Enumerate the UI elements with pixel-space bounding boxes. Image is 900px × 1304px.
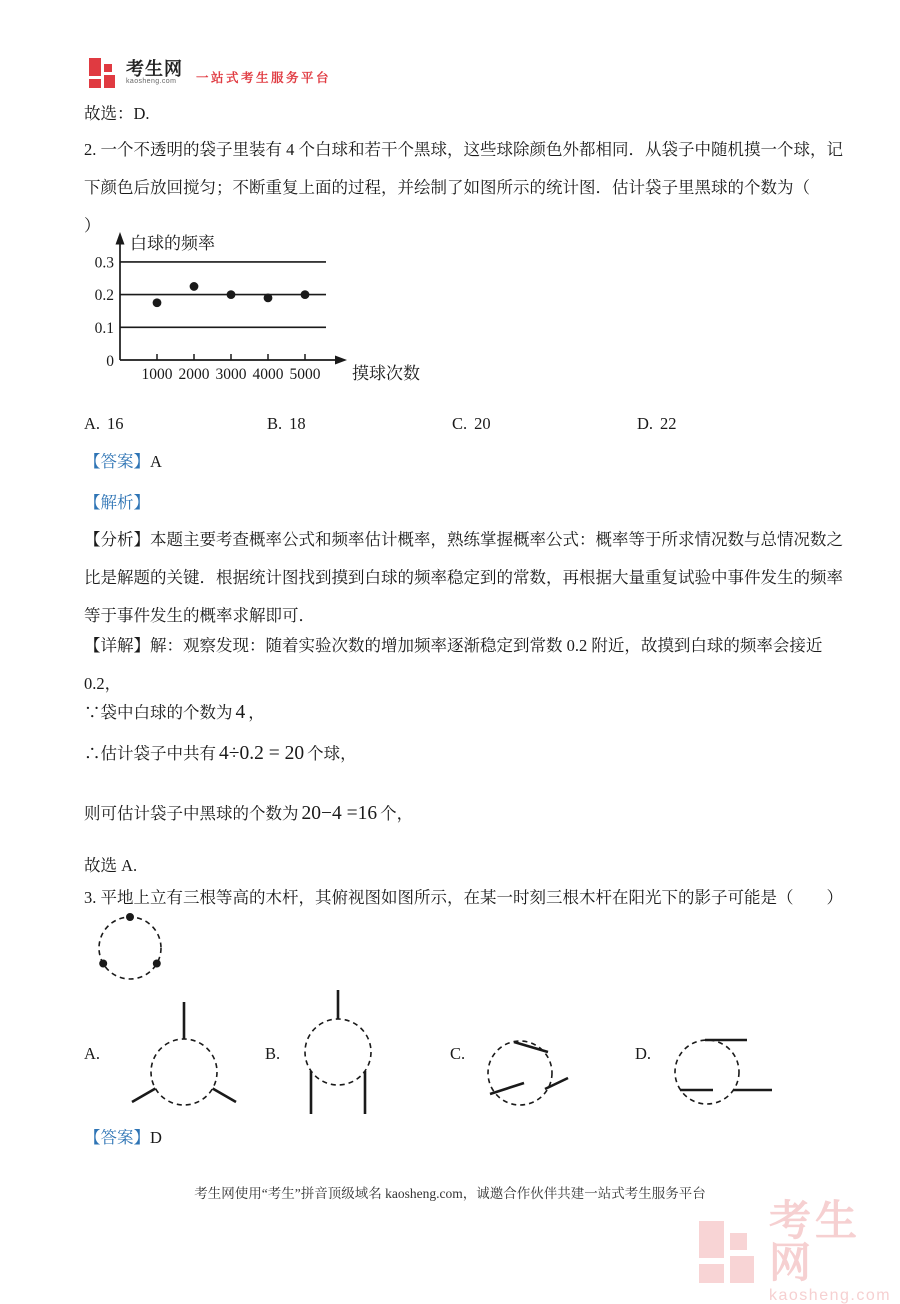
question-3-stem: 3. 平地上立有三根等高的木杆，其俯视图如图所示，在某一时刻三根木杆在阳光下的影子可能是（ ）: [84, 888, 843, 907]
brand-domain: kaosheng.com: [126, 78, 177, 85]
watermark-domain: kaosheng.com: [769, 1287, 892, 1304]
q3-top-view-figure: [88, 908, 174, 984]
watermark-brand-icon: [697, 1219, 759, 1285]
svg-text:1000: 1000: [141, 366, 173, 383]
q2-option-c: C. 20: [452, 414, 491, 433]
q2-option-d: D. 22: [637, 414, 677, 433]
q3-option-b-figure: [292, 988, 384, 1116]
svg-text:2000: 2000: [178, 366, 210, 383]
q2-stem-line-3: ）: [84, 216, 101, 235]
q2-stem-line-1: 2. 一个不透明的袋子里装有 4 个白球和若干个黑球，这些球除颜色外都相同．从袋子中随机摸一个球，记: [84, 140, 843, 159]
math-total-balls: 4÷0.2 = 20: [219, 743, 305, 764]
q3-answer-value: D: [150, 1128, 162, 1147]
q3-option-a-label: A.: [84, 1044, 101, 1063]
q3-option-d-label: D.: [635, 1044, 652, 1063]
pole-dot-right: [153, 960, 161, 968]
q2-option-a: A. 16: [84, 414, 124, 433]
xiangjie-line-1: 【详解】解：观察发现：随着实验次数的增加频率逐渐稳定到常数 0.2 附近，故摸到白球的频率会接近: [84, 636, 823, 655]
pole-dot-left: [99, 960, 107, 968]
q3-answer-line: [84, 1124, 162, 1148]
brand-text: [126, 60, 183, 86]
svg-text:0.2: 0.2: [94, 287, 114, 305]
q2-conclusion: 故选 A.: [84, 856, 138, 875]
q3-option-b-label: B.: [265, 1044, 281, 1063]
svg-text:白球的频率: 白球的频率: [130, 234, 215, 253]
q2-analysis-tag: 【解析】: [84, 493, 150, 512]
prev-conclusion: 故选：D.: [84, 104, 150, 123]
site-logo: [88, 57, 331, 89]
math-white-count: 4: [235, 702, 246, 723]
pole-dot-top: [126, 913, 134, 921]
fenxi-line-1: 【分析】本题主要考查概率公式和频率估计概率，熟练掌握概率公式：概率等于所求情况数与总情况数之: [84, 530, 843, 549]
brand-slogan: 一站式考生服务平台: [196, 71, 332, 85]
therefore-line: ∴估计袋子中共有 4÷0.2 = 20 个球，: [84, 743, 357, 764]
black-count-line: 则可估计袋子中黑球的个数为 20−4 =16 个，: [84, 803, 414, 824]
q2-answer-line: [84, 448, 162, 472]
answer-tag: 【答案】: [84, 452, 150, 471]
q3-option-c-figure: [480, 1030, 580, 1116]
because-line: ∵袋中白球的个数为 4 ，: [84, 702, 265, 723]
fenxi-line-2: 比是解题的关键．根据统计图找到摸到白球的频率稳定到的常数，再根据大量重复试验中事件发生的频率: [84, 568, 843, 587]
footer-note: 考生网使用“考生”拼音顶级域名 kaosheng.com，诚邀合作伙伴共建一站式考生服务平台: [194, 1186, 706, 1201]
q3-option-c-label: C.: [450, 1044, 466, 1063]
svg-text:0.1: 0.1: [94, 319, 114, 337]
q2-answer-value: A: [150, 452, 162, 471]
frequency-chart-svg: [86, 228, 436, 390]
brand-name: 考生网: [126, 59, 183, 79]
math-black-balls: 20−4 =16: [301, 803, 378, 824]
q2-xiangjie-paragraph: [84, 627, 822, 703]
svg-text:摸球次数: 摸球次数: [352, 364, 420, 383]
watermark-brand-name: 考生网: [769, 1197, 862, 1286]
watermark-text: [769, 1197, 900, 1304]
watermark-logo: [697, 1197, 900, 1304]
frequency-chart: [86, 228, 436, 395]
xiangjie-line-2: 0.2，: [84, 674, 122, 693]
brand-icon: [88, 57, 117, 89]
answer-tag: 【答案】: [84, 1128, 150, 1147]
fenxi-line-3: 等于事件发生的概率求解即可．: [84, 606, 315, 625]
svg-text:0.3: 0.3: [94, 254, 114, 272]
q3-option-a-figure: [128, 994, 240, 1118]
q3-option-d-figure: [668, 1028, 776, 1116]
svg-text:5000: 5000: [289, 366, 321, 383]
q2-fenxi-paragraph: [84, 521, 843, 635]
q2-stem-line-2: 下颜色后放回搅匀；不断重复上面的过程，并绘制了如图所示的统计图．估计袋子里黑球的个数为（: [84, 178, 810, 197]
svg-text:3000: 3000: [215, 366, 247, 383]
q2-option-b: B. 18: [267, 414, 306, 433]
svg-text:0: 0: [106, 353, 114, 370]
svg-text:4000: 4000: [252, 366, 284, 383]
